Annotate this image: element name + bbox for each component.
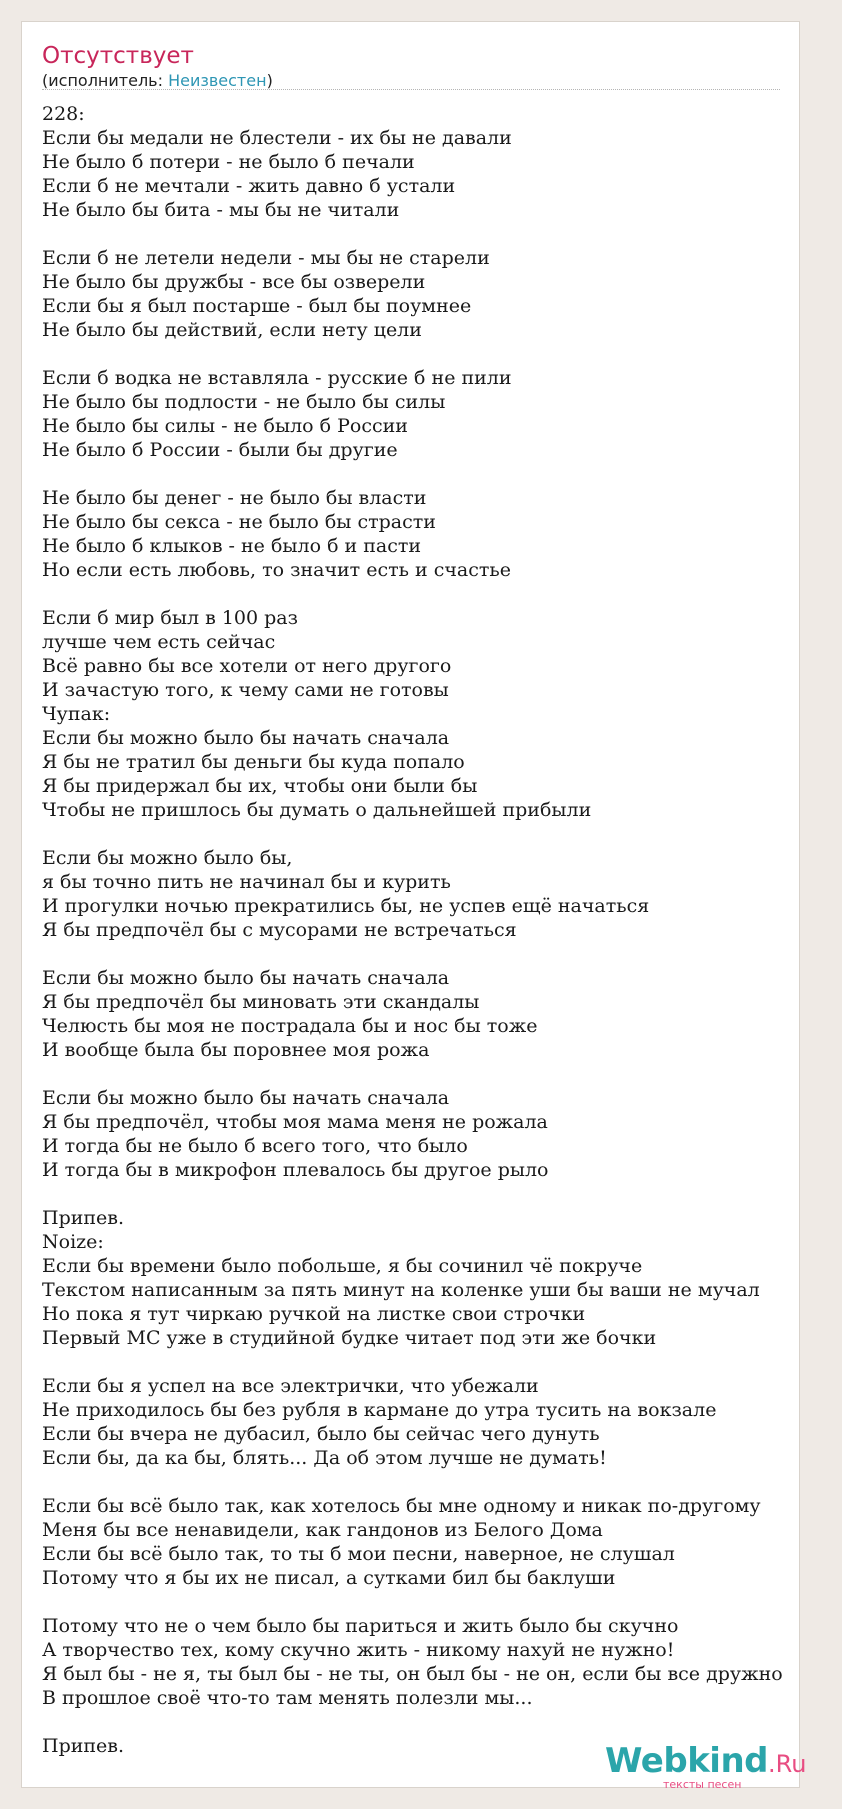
artist-suffix: ): [266, 71, 273, 90]
lyric-line: Потому что не о чем было бы париться и жить было бы скучно: [42, 1615, 679, 1637]
lyric-line: Если бы я успел на все электрички, что убежали: [42, 1375, 539, 1397]
lyric-line: Не было бы дружбы - все бы озверели: [42, 271, 426, 293]
lyric-line: Если бы медали не блестели - их бы не давали: [42, 127, 512, 149]
lyric-line: Всё равно бы все хотели от него другого: [42, 655, 452, 677]
lyric-line: Не приходилось бы без рубля в кармане до утра тусить на вокзале: [42, 1399, 717, 1421]
artist-line: [42, 71, 273, 91]
lyric-line: Если бы, да ка бы, блять... Да об этом лучше не думать!: [42, 1447, 607, 1469]
lyric-line: Если бы можно было бы,: [42, 847, 293, 869]
song-title: Отсутствует: [42, 43, 194, 69]
lyric-line: Но пока я тут чиркаю ручкой на листке свои строчки: [42, 1303, 586, 1325]
lyric-line: И тогда бы не было б всего того, что было: [42, 1135, 468, 1157]
lyric-blank-line: [42, 1590, 842, 1614]
lyric-line: Первый МС уже в студийной будке читает под эти же бочки: [42, 1327, 657, 1349]
lyric-line: Припев.: [42, 1735, 125, 1757]
lyric-line: Если бы можно было бы начать сначала: [42, 967, 450, 989]
lyrics-text: [42, 102, 842, 1758]
lyric-line: Если бы всё было так, то ты б мои песни, наверное, не слушал: [42, 1543, 675, 1565]
lyric-line: Не было бы действий, если нету цели: [42, 319, 422, 341]
lyric-blank-line: [42, 1350, 842, 1374]
lyric-blank-line: [42, 1470, 842, 1494]
lyric-line: В прошлое своё что-то там менять полезли мы...: [42, 1687, 533, 1709]
lyric-line: Не было б клыков - не было б и пасти: [42, 535, 422, 557]
lyric-line: Если б не мечтали - жить давно б устали: [42, 175, 456, 197]
lyric-line: Текстом написанным за пять минут на коленке уши бы ваши не мучал: [42, 1279, 760, 1301]
lyric-line: И прогулки ночью прекратились бы, не успев ещё начаться: [42, 895, 650, 917]
lyric-line: Если бы вчера не дубасил, было бы сейчас чего дунуть: [42, 1423, 600, 1445]
lyric-line: Если бы можно было бы начать сначала: [42, 727, 450, 749]
lyric-line: А творчество тех, кому скучно жить - никому нахуй не нужно!: [42, 1639, 675, 1661]
lyric-line: Если бы всё было так, как хотелось бы мне одному и никак по-другому: [42, 1495, 761, 1517]
lyric-blank-line: [42, 1710, 842, 1734]
lyric-line: Я был бы - не я, ты был бы - не ты, он был бы - не он, если бы все дружно: [42, 1663, 783, 1685]
lyric-line: 228:: [42, 103, 85, 125]
lyric-line: Меня бы все ненавидели, как гандонов из Белого Дома: [42, 1519, 603, 1541]
lyric-line: Не было бы бита - мы бы не читали: [42, 199, 400, 221]
lyric-line: И зачастую того, к чему сами не готовы: [42, 679, 449, 701]
lyric-line: И вообще была бы поровнее моя рожа: [42, 1039, 430, 1061]
lyric-blank-line: [42, 822, 842, 846]
lyric-line: Но если есть любовь, то значит есть и счастье: [42, 559, 511, 581]
lyric-blank-line: [42, 582, 842, 606]
lyric-line: Если бы я был постарше - был бы поумнее: [42, 295, 472, 317]
lyric-line: Если бы можно было бы начать сначала: [42, 1087, 450, 1109]
lyric-line: Не было бы подлости - не было бы силы: [42, 391, 446, 413]
lyric-line: Я бы предпочёл бы миновать эти скандалы: [42, 991, 480, 1013]
lyric-line: Чтобы не пришлось бы думать о дальнейшей прибыли: [42, 799, 592, 821]
lyric-blank-line: [42, 462, 842, 486]
artist-prefix: (исполнитель:: [42, 71, 169, 90]
lyric-line: Я бы предпочёл бы с мусорами не встречаться: [42, 919, 517, 941]
lyric-line: Не было бы секса - не было бы страсти: [42, 511, 436, 533]
lyric-line: Челюсть бы моя не пострадала бы и нос бы тоже: [42, 1015, 538, 1037]
logo-name: Webkind: [605, 1741, 768, 1781]
lyric-line: Чупак:: [42, 703, 111, 725]
lyric-line: Не было бы денег - не было бы власти: [42, 487, 427, 509]
lyric-line: Если бы времени было побольше, я бы сочинил чё покруче: [42, 1255, 643, 1277]
title-divider: [42, 89, 780, 90]
lyric-line: Я бы не тратил бы деньги бы куда попало: [42, 751, 465, 773]
lyric-line: Я бы предпочёл, чтобы моя мама меня не рожала: [42, 1111, 548, 1133]
lyric-line: Если б водка не вставляла - русские б не пили: [42, 367, 512, 389]
lyric-blank-line: [42, 222, 842, 246]
lyric-blank-line: [42, 342, 842, 366]
logo-tagline: тексты песен: [663, 1778, 742, 1791]
lyrics-card: [21, 21, 807, 1791]
lyric-line: Не было б потери - не было б печали: [42, 151, 415, 173]
lyric-blank-line: [42, 1062, 842, 1086]
lyric-line: Не было б России - были бы другие: [42, 439, 398, 461]
lyric-line: я бы точно пить не начинал бы и курить: [42, 871, 451, 893]
webkind-logo[interactable]: [605, 1741, 807, 1791]
lyric-line: Припев.: [42, 1207, 125, 1229]
lyric-line: Не было бы силы - не было б России: [42, 415, 408, 437]
lyric-line: Если б не летели недели - мы бы не старели: [42, 247, 490, 269]
lyric-line: Потому что я бы их не писал, а сутками бил бы баклуши: [42, 1567, 616, 1589]
logo-tld: .Ru: [768, 1750, 807, 1778]
lyric-line: Noize:: [42, 1231, 104, 1253]
lyric-line: лучше чем есть сейчас: [42, 631, 276, 653]
lyric-line: Я бы придержал бы их, чтобы они были бы: [42, 775, 478, 797]
lyric-line: И тогда бы в микрофон плевалось бы другое рыло: [42, 1159, 549, 1181]
lyric-line: Если б мир был в 100 раз: [42, 607, 298, 629]
lyric-blank-line: [42, 1182, 842, 1206]
lyric-blank-line: [42, 942, 842, 966]
artist-link[interactable]: Неизвестен: [168, 71, 267, 90]
